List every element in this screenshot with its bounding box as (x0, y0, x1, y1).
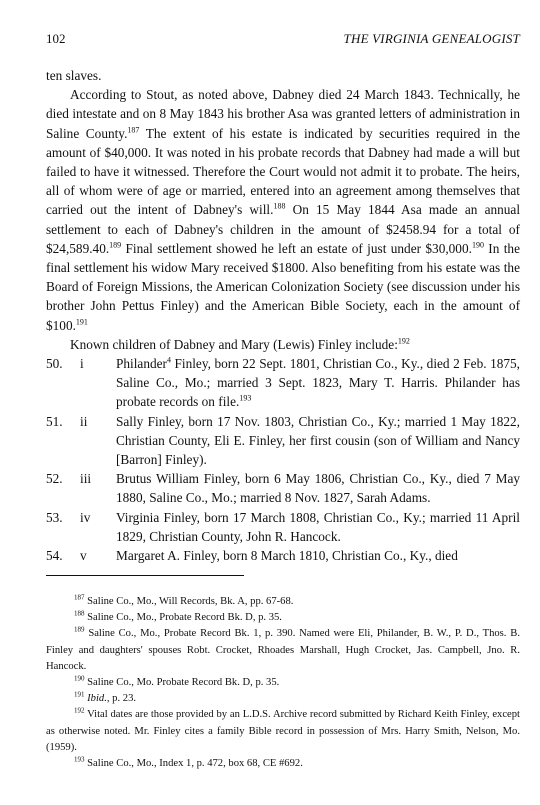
footnote-ref: 192 (397, 336, 410, 346)
entry-roman: iv (80, 509, 91, 525)
footnote-rule (46, 575, 244, 576)
entry-number: 54. (46, 548, 63, 564)
footnote-text: Saline Co., Mo., Will Records, Bk. A, pp. 67-68. (87, 596, 294, 607)
footnotes (46, 594, 520, 772)
children-list (46, 354, 520, 565)
paragraph-text: Known children of Dabney and Mary (Lewis) Finley include: (70, 336, 398, 352)
footnote-number: 190 (74, 674, 85, 683)
page-number: 102 (46, 31, 66, 46)
entry-roman: iii (80, 471, 92, 487)
footnote-text: Ibid., p. 23. (87, 693, 137, 705)
footnote-ref: 189 (109, 240, 122, 250)
footnote-text: Saline Co., Mo., Probate Record Bk. D, p. 35. (87, 612, 282, 624)
entry-text: Margaret A. Finley, born 8 March 1810, Christian Co., Ky., died (116, 548, 458, 564)
footnote-text: Saline Co., Mo., Probate Record Bk. 1, p. 390. Named were Eli, Philander, B. W., P. D., Thos. B. Finley and daughters' spouses Robt. Crocket, Rhoades Marshall, Hugh Crocket, Jas. Campbell, Jno. R. Hancock. (46, 628, 520, 672)
running-title: THE VIRGINIA GENEALOGIST (343, 31, 520, 46)
entry-text: Virginia Finley, born 17 March 1808, Christian Co., Ky.; married 11 April 1829, Christian County, John R. Hancock. (116, 509, 520, 544)
footnote-text: Saline Co., Mo. Probate Record Bk. D, p. 35. (87, 677, 280, 689)
footnote-number: 193 (74, 755, 85, 764)
entry-text-part: Finley, born 22 Sept. 1801, Christian Co., Ky., died 2 Feb. 1875, Saline Co., Mo.; married 3 Sept. 1823, Mary T. Harris. Philander has probate records on file. (116, 356, 520, 410)
footnote-ref: 190 (471, 240, 484, 250)
footnote-ref: 193 (239, 394, 252, 404)
footnote (46, 691, 520, 707)
genealogy-entry (46, 469, 520, 507)
entry-roman: i (80, 356, 84, 372)
footnote (46, 610, 520, 626)
footnote (46, 756, 520, 772)
genealogy-entry (46, 354, 520, 412)
entry-number: 52. (46, 471, 63, 487)
entry-text (116, 354, 520, 412)
page-header (46, 31, 520, 49)
footnote-text: Vital dates are those provided by an L.D.S. Archive record submitted by Richard Keith Finley, except as otherwise noted. Mr. Finley cites a family Bible record in possession of Mrs. Harry Smith, Nelson, Mo. (1959). (46, 709, 520, 753)
footnote-number: 188 (74, 609, 85, 618)
genealogy-entry (46, 508, 520, 546)
entry-text: Brutus William Finley, born 6 May 1806, Christian Co., Ky., died 7 May 1880, Saline Co., Mo.; married 8 Nov. 1827, Sarah Adams. (116, 471, 520, 506)
footnote-number: 187 (74, 593, 85, 602)
footnote-ref: 187 (127, 125, 140, 135)
footnote-ref: 191 (75, 317, 88, 327)
paragraph-text: In the final settlement his widow Mary received $1800. Also benefiting from his estate was the Board of Foreign Missions, the American Colonization Society (see discussion under his brother John Pettus Finley) and the American Bible Society, each in the amount of $100. (46, 240, 520, 333)
footnote (46, 594, 520, 610)
footnote-text: Saline Co., Mo., Index 1, p. 472, box 68, CE #692. (87, 758, 303, 770)
footnote-number: 189 (74, 625, 85, 634)
entry-text-part: Philander (116, 356, 167, 372)
entry-number: 50. (46, 356, 63, 372)
entry-text: Sally Finley, born 17 Nov. 1803, Christian Co., Ky.; married 1 May 1822, Christian County, Eli E. Finley, her first cousin (son of William and Nancy [Barron] Finley). (116, 413, 520, 468)
entry-number: 53. (46, 509, 63, 525)
footnote (46, 707, 520, 756)
paragraph-text: According to Stout, as noted above, Dabney died 24 March 1843. Technically, he died intestate and on 8 May 1843 his brother Asa was granted letters of administration in Saline County. (46, 87, 520, 141)
footnote-number: 192 (74, 706, 85, 715)
footnote-ref: 4 (166, 355, 171, 365)
paragraph-estate (46, 85, 520, 335)
paragraph-children-intro (46, 335, 520, 354)
footnote-number: 191 (74, 690, 85, 699)
body-text (46, 66, 520, 565)
genealogy-entry (46, 412, 520, 470)
entry-roman: v (80, 548, 87, 564)
footnote-ref: 188 (273, 202, 286, 211)
continued-line: ten slaves. (46, 68, 102, 83)
entry-number: 51. (46, 413, 63, 429)
genealogy-entry (46, 546, 520, 565)
footnote (46, 675, 520, 691)
paragraph-text: Final settlement showed he left an estate of just under $30,000. (121, 240, 472, 256)
entry-roman: ii (80, 413, 88, 429)
paragraph-text: On 15 May 1844 Asa made an annual settlement to each of Dabney's children in the amount of $2458.94 for a total of $24,589.40. (46, 202, 521, 256)
footnote (46, 626, 520, 675)
paragraph-text: The extent of his estate is indicated by securities required in the amount of $40,000. It was noted in his probate records that Dabney had made a will but failed to have it witnessed. Therefore the Court would not admit it to probate. The heirs, all of whom were of age or married, entered into an agreement among themselves that carried out the intent of Dabney's will. (46, 125, 520, 218)
